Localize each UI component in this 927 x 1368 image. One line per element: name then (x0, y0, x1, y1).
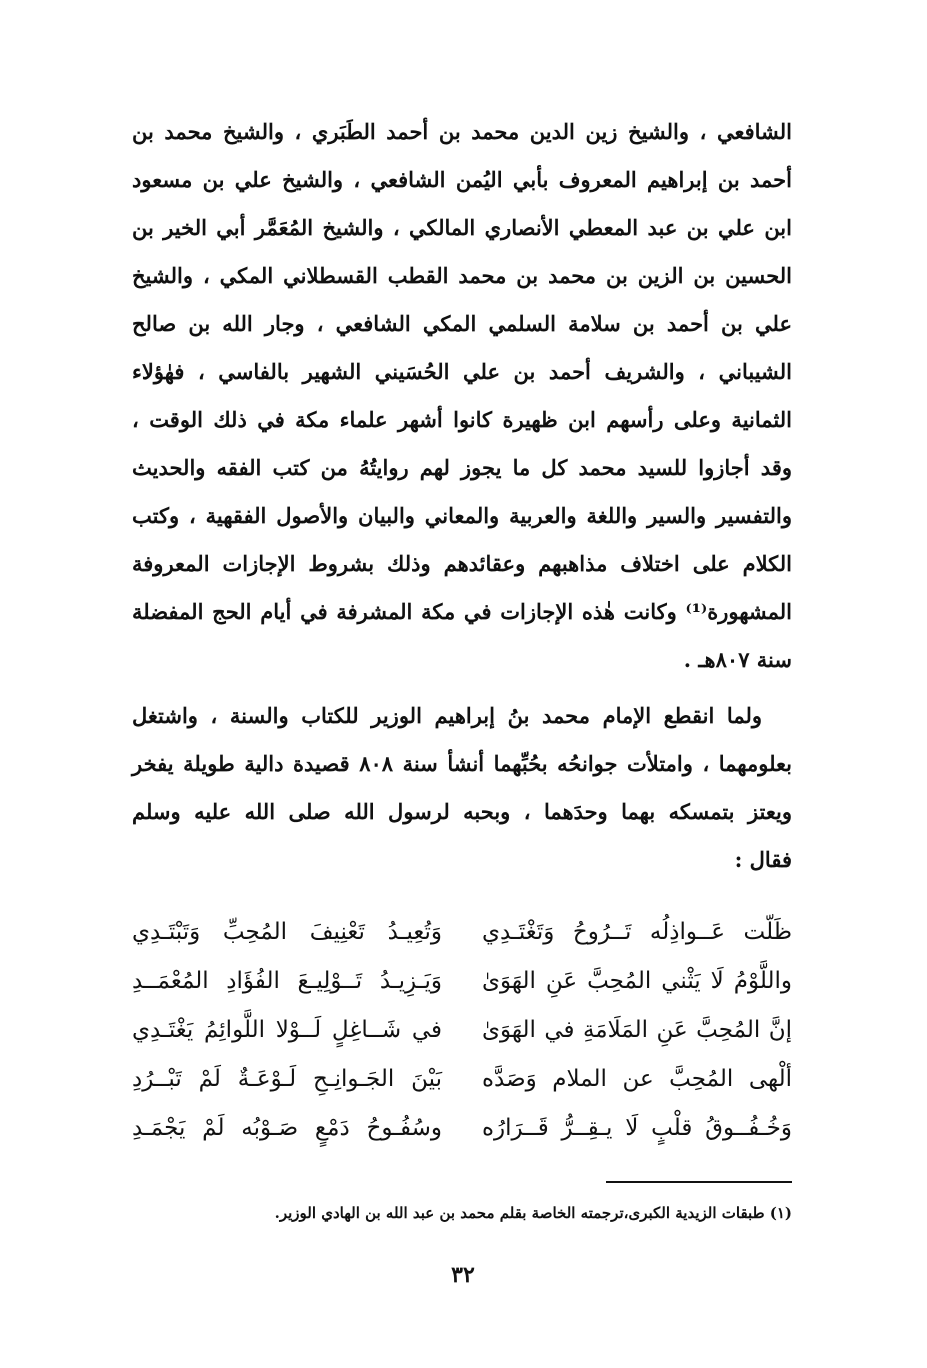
text-line: الثمانية وعلى رأسهم ابن ظهيرة كانوا أشهر علماء مكة في ذلك الوقت ، (132, 407, 792, 432)
text-line: ويعتز بتمسكه بهما وحدَهما ، وبحبه لرسول الله صلى الله عليه وسلم (132, 799, 792, 824)
footnote-divider (606, 1181, 792, 1183)
text-line: الشافعي ، والشيخ زين الدين محمد بن أحمد الطَبَري ، والشيخ محمد بن (132, 119, 792, 144)
verse-second-hemistich: وَتُعِيـدُ تَعْنِيفَ المُحِبِّ وَتَبْتَـدِي (132, 919, 442, 945)
verse-first-hemistich: وَخُـفُــوقُ قلْبٍ لَا يـقِــرُّ قَــرَارُه (482, 1115, 792, 1141)
poem-verse (132, 1006, 792, 1055)
text-line: الكلام على اختلاف مذاهبهم وعقائدهم وذلك بشروط الإجازات المعروفة (132, 551, 792, 576)
footnote: (١) طبقات الزيدية الكبرى،ترجمته الخاصة بقلم محمد بن عبد الله بن الهادي الوزير. (274, 1204, 792, 1222)
text-line: ولما انقطع الإمام محمد بنُ إبراهيم الوزير للكتاب والسنة ، واشتغل (132, 703, 762, 728)
poem (132, 908, 792, 1153)
text-line: الحسين بن الزين بن محمد بن محمد القطب القسطلاني المكي ، والشيخ (132, 263, 792, 288)
verse-second-hemistich: وسُفُـوحُ دَمْعٍ صَـوْبُه لَمْ يَجْمَـدِ (132, 1115, 442, 1141)
text-line: أحمد بن إبراهيم المعروف بأبي اليُمن الشافعي ، والشيخ علي بن مسعود (132, 167, 792, 192)
paragraph-1 (132, 108, 792, 684)
poem-verse (132, 908, 792, 957)
text-line: والتفسير والسير واللغة والعربية والمعاني والبيان والأصول الفقهية ، وكتب (132, 503, 792, 528)
text-line: الشيباني ، والشريف أحمد بن علي الحُسَيني الشهير بالفاسي ، فهٰؤلاء (132, 359, 792, 384)
verse-first-hemistich: ظَلّت عَــواذِلُه تَــرُوحُ وَتَغْتَـدِي (482, 919, 792, 945)
poem-verse (132, 1055, 792, 1104)
text-line: ابن علي بن عبد المعطي الأنصاري المالكي ، والشيخ المُعَمَّر أبي الخير بن (132, 215, 792, 240)
verse-second-hemistich: بَيْنَ الجَـوانِـحِ لَـوْعَـةٌ لَمْ تَبْــرُدِ (132, 1066, 442, 1092)
verse-first-hemistich: ألْهى المُحِبَّ عن الملام وَصَدَّه (482, 1066, 792, 1092)
verse-second-hemistich: في شَــاغِلٍ لَــوْلا اللَّوائِمُ يَغْتَـدِي (132, 1017, 442, 1043)
text-line: المشهورة⁽¹⁾ وكانت هٰذه الإجازات في مكة المشرفة في أيام الحج المفضلة (132, 599, 792, 624)
text-line: وقد أجازوا للسيد محمد كل ما يجوز لهم روايتُهُ من كتب الفقه والحديث (132, 455, 792, 480)
poem-verse (132, 1104, 792, 1153)
text-line: علي بن أحمد بن سلامة السلمي المكي الشافعي ، وجار الله بن صالح (132, 311, 792, 336)
main-text (132, 108, 792, 884)
verse-second-hemistich: وَيَـزِيـدُ تَــوْلِيـعَ الفُؤَادِ المُعْمَــدِ (132, 968, 442, 994)
paragraph-2 (132, 692, 792, 884)
verse-first-hemistich: إنَّ المُحِبَّ عَنِ المَلَامَةِ في الهَوَىٰ (482, 1017, 792, 1043)
text-line: بعلومهما ، وامتلأت جوانحُه بحُبِّهما أنشأ سنة ٨٠٨ قصيدة دالية طويلة يفخر (132, 751, 793, 776)
text-line: فقال : (734, 847, 792, 872)
text-line: سنة ٨٠٧هـ . (683, 647, 792, 672)
verse-first-hemistich: واللَّوْمُ لَا يَثْني المُحِبَّ عَنِ الهَوَىٰ (482, 968, 792, 994)
poem-verse (132, 957, 792, 1006)
page-number: ٣٢ (451, 1262, 475, 1288)
